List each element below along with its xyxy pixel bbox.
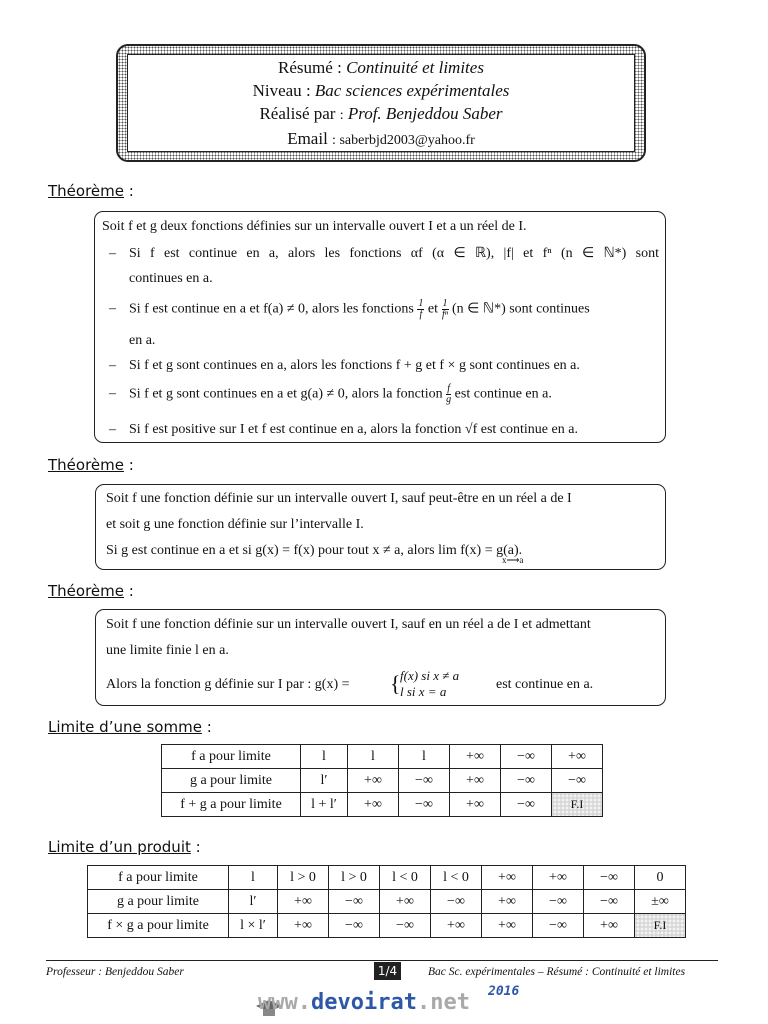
produit-title: Limite d’un produit : (48, 838, 201, 856)
produit-cell: ±∞ (635, 890, 686, 914)
theorem-3-brace: { (390, 671, 401, 696)
produit-row (88, 866, 686, 890)
somme-cell: l (301, 745, 348, 769)
theorem-3-line-1: Soit f une fonction définie sur un intervalle ouvert I, sauf en un réel a de I et admettant (106, 617, 591, 632)
somme-cell: −∞ (399, 793, 450, 817)
page-number: 1/4 (374, 962, 401, 980)
theorem-2-limit-subscript: x⟶a (502, 555, 524, 565)
theorem-1-item-1: Si f est continue en a, alors les fonctions αf (α ∈ ℝ), |f| et fⁿ (n ∈ ℕ*) sont (129, 246, 659, 261)
produit-cell: −∞ (329, 890, 380, 914)
somme-cell: +∞ (450, 769, 501, 793)
produit-cell: +∞ (584, 914, 635, 938)
produit-cell: +∞ (278, 890, 329, 914)
theorem-1-box: Soit f et g deux fonctions définies sur un intervalle ouvert I et a un réel de I. – Si f est continue en a, alors les fonctions αf (α ∈ ℝ), |f| et fⁿ (n ∈ ℕ*) sont continues en a. – Si f est continue en a et f(a) ≠ 0, alors les fonctions $\frac{1}{f}$ et $\frac{1}{\text{fⁿ}}$ (n ∈ ℕ*) sont continues en a. – Si f et g sont continues en a, alors les fonctions f + g et f × g sont continues en a. – Si f et g sont continues en a et g(a) ≠ 0, alors la fonction $\frac{f}{g}$ est continue en a. – Si f est positive sur I et f est continue en a, alors la fonction √f est continue en a. (94, 211, 666, 443)
somme-cell: −∞ (552, 769, 603, 793)
header-email: Email : saberbjd2003@yahoo.fr (287, 129, 475, 148)
produit-row-header: f a pour limite (88, 866, 229, 890)
produit-cell: −∞ (584, 890, 635, 914)
somme-cell: +∞ (552, 745, 603, 769)
theorem-3-title: Théorème : (48, 582, 134, 600)
somme-cell: −∞ (501, 793, 552, 817)
somme-row (162, 769, 603, 793)
produit-cell: 0 (635, 866, 686, 890)
theorem-3-case-1: f(x) si x ≠ a (400, 668, 460, 683)
produit-cell: +∞ (431, 914, 482, 938)
theorem-2-line-2: et soit g une fonction définie sur l’intervalle I. (106, 517, 364, 532)
somme-cell: −∞ (399, 769, 450, 793)
produit-row-header: f × g a pour limite (88, 914, 229, 938)
somme-row-header: f a pour limite (162, 745, 301, 769)
footer-right: Bac Sc. expérimentales – Résumé : Continuité et limites (428, 966, 686, 978)
header-niveau: Niveau : Bac sciences expérimentales (252, 81, 510, 100)
produit-cell: l > 0 (278, 866, 329, 890)
theorem-2-line-1: Soit f une fonction définie sur un intervalle ouvert I, sauf peut-être en un réel a de I (106, 491, 572, 506)
produit-cell: +∞ (482, 866, 533, 890)
produit-cell: −∞ (533, 914, 584, 938)
somme-cell: +∞ (348, 793, 399, 817)
fraction-f-over-g: $\frac{f}{g}$ (446, 383, 452, 405)
theorem-1-item-3: Si f et g sont continues en a, alors les fonctions f + g et f × g sont continues en a. (129, 358, 580, 373)
header-resume: Résumé : Continuité et limites (278, 58, 484, 77)
produit-row (88, 890, 686, 914)
theorem-1-title: Théorème : (48, 182, 134, 200)
produit-cell: +∞ (482, 890, 533, 914)
theorem-1-item-2: Si f est continue en a et f(a) ≠ 0, alors les fonctions $\frac{1}{f}$ et $\frac{1}{\text{fⁿ}}$ (n ∈ ℕ*) sont continues (129, 298, 590, 320)
theorem-3-line-3-end: est continue en a. (496, 677, 594, 692)
somme-title: Limite d’une somme : (48, 718, 212, 736)
produit-cell: −∞ (584, 866, 635, 890)
somme-cell: +∞ (450, 745, 501, 769)
header-author: Réalisé par : Prof. Benjeddou Saber (259, 104, 503, 123)
somme-table (161, 744, 603, 817)
theorem-1-item-5: Si f est positive sur I et f est continue en a, alors la fonction √f est continue en a. (129, 422, 578, 437)
theorem-2-box (95, 484, 666, 570)
theorem-2-line-3: Si g est continue en a et si g(x) = f(x) pour tout x ≠ a, alors lim f(x) = g(a). (106, 543, 523, 558)
produit-cell: l > 0 (329, 866, 380, 890)
produit-cell: +∞ (482, 914, 533, 938)
somme-cell: l′ (301, 769, 348, 793)
theorem-1-intro: Soit f et g deux fonctions définies sur un intervalle ouvert I et a un réel de I. (102, 219, 527, 234)
somme-cell: +∞ (450, 793, 501, 817)
theorem-3-line-2: une limite finie l en a. (106, 643, 229, 658)
produit-cell: l < 0 (380, 866, 431, 890)
somme-cell: l (348, 745, 399, 769)
theorem-3-case-2: l si x = a (400, 684, 447, 699)
produit-cell: −∞ (380, 914, 431, 938)
produit-cell: F.I (635, 914, 686, 938)
produit-row (88, 914, 686, 938)
produit-cell: −∞ (533, 890, 584, 914)
produit-cell: −∞ (329, 914, 380, 938)
produit-cell: −∞ (431, 890, 482, 914)
footer-divider (46, 960, 718, 961)
produit-cell: l < 0 (431, 866, 482, 890)
watermark-year: 2016 (488, 984, 520, 999)
somme-row (162, 745, 603, 769)
produit-row-header: g a pour limite (88, 890, 229, 914)
somme-cell: F.I (552, 793, 603, 817)
produit-cell: +∞ (278, 914, 329, 938)
somme-cell: −∞ (501, 769, 552, 793)
header-frame (116, 44, 646, 162)
somme-row (162, 793, 603, 817)
somme-cell: l (399, 745, 450, 769)
produit-table (87, 865, 686, 938)
fraction-1-over-fn: $\frac{1}{\text{fⁿ}}$ (442, 298, 448, 320)
watermark: www.devoirat.net 2016 (258, 984, 520, 1015)
produit-cell: l (229, 866, 278, 890)
produit-cell: +∞ (533, 866, 584, 890)
theorem-3-line-3: Alors la fonction g définie sur I par : g(x) = (106, 677, 350, 692)
theorem-3-box (95, 609, 666, 706)
somme-row-header: g a pour limite (162, 769, 301, 793)
somme-cell: −∞ (501, 745, 552, 769)
theorem-1-item-2-cont: en a. (129, 333, 156, 348)
theorem-1-item-4: Si f et g sont continues en a et g(a) ≠ 0, alors la fonction $\frac{f}{g}$ est continue en a. (129, 383, 552, 405)
header-content (127, 54, 635, 152)
produit-cell: l × l′ (229, 914, 278, 938)
theorem-1-item-1-cont: continues en a. (129, 271, 213, 286)
theorem-2-title: Théorème : (48, 456, 134, 474)
somme-cell: +∞ (348, 769, 399, 793)
fraction-1-over-f: $\frac{1}{f}$ (418, 298, 424, 320)
produit-cell: +∞ (380, 890, 431, 914)
produit-cell: l′ (229, 890, 278, 914)
somme-row-header: f + g a pour limite (162, 793, 301, 817)
footer-left: Professeur : Benjeddou Saber (46, 966, 184, 978)
somme-cell: l + l′ (301, 793, 348, 817)
